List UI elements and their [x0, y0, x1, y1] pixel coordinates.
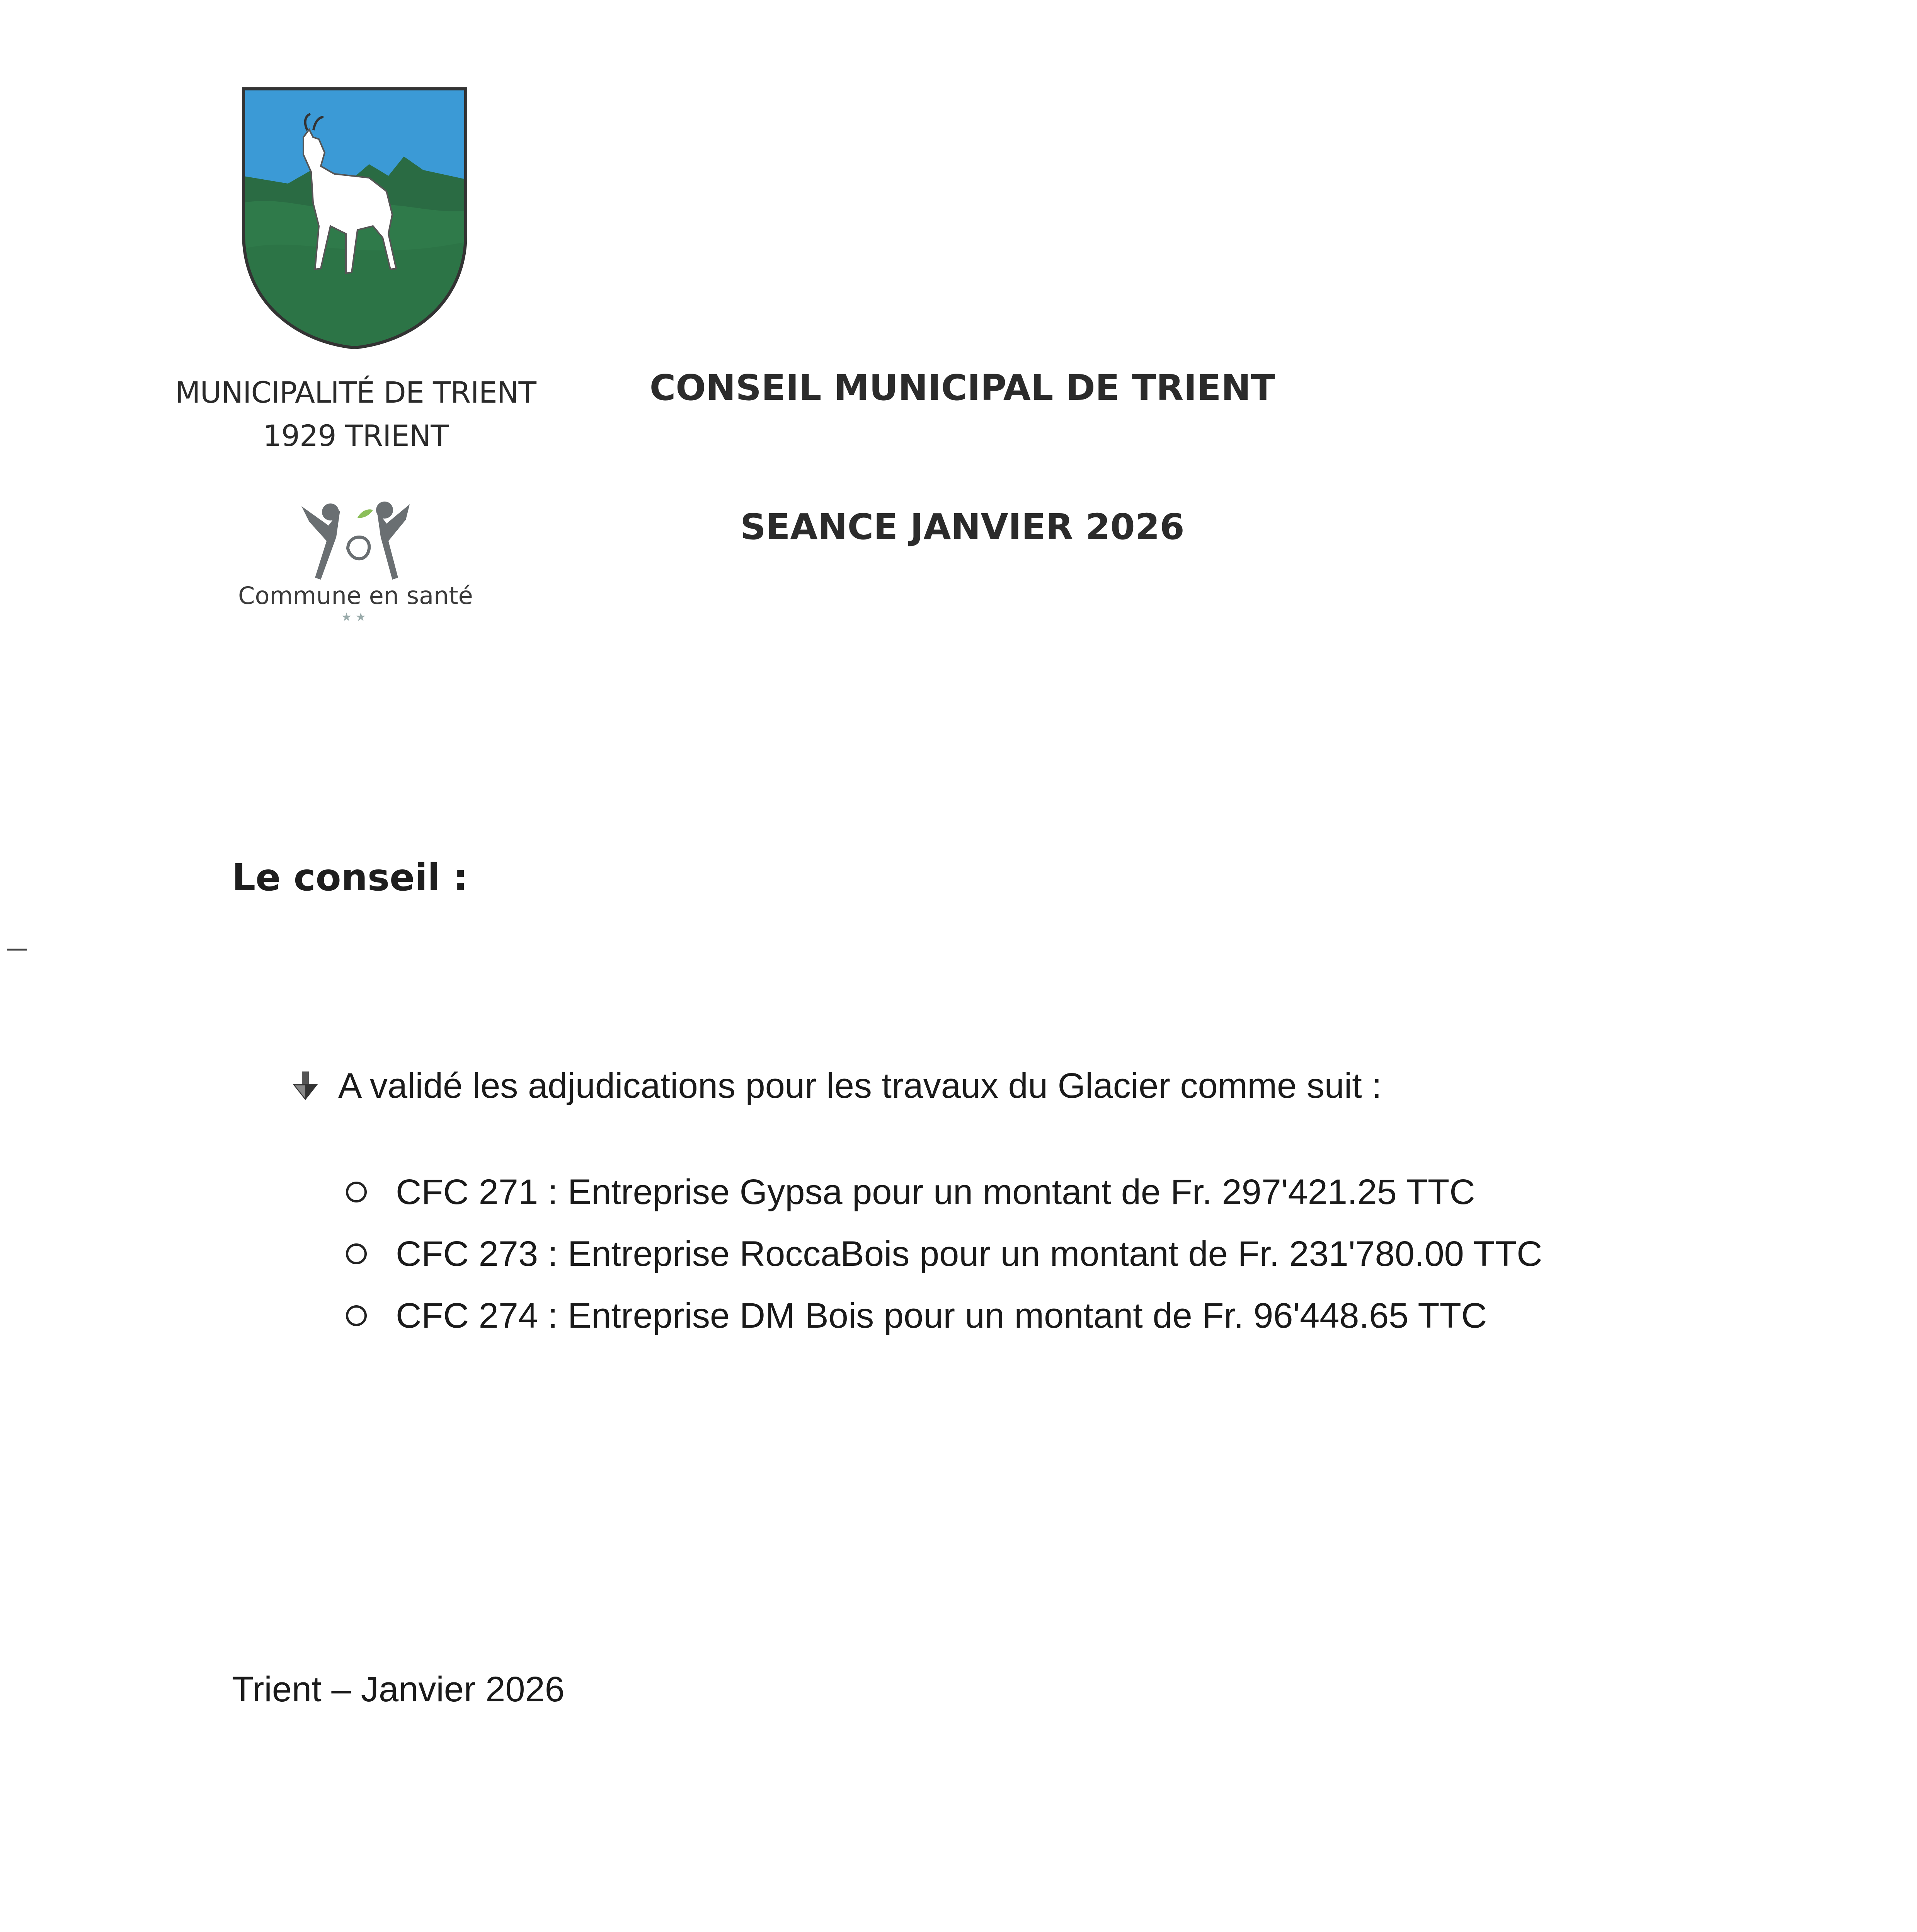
list-item — [346, 1161, 1542, 1223]
municipality-line-2: 1929 TRIENT — [263, 418, 448, 453]
page-title: CONSEIL MUNICIPAL DE TRIENT — [649, 367, 1275, 408]
circle-bullet-icon — [346, 1182, 367, 1202]
session-title: SEANCE JANVIER 2026 — [740, 506, 1185, 548]
commune-en-sante-logo — [294, 495, 417, 583]
main-item-text: A validé les adjudications pour les travaux du Glacier comme suit : — [338, 1066, 1382, 1105]
adjudication-list — [346, 1161, 1542, 1347]
circle-bullet-icon — [346, 1243, 367, 1264]
coat-of-arms-logo — [242, 87, 468, 350]
health-label: Commune en santé — [238, 582, 473, 610]
section-heading: Le conseil : — [232, 856, 468, 899]
list-item-text: CFC 274 : Entreprise DM Bois pour un montant de Fr. 96'448.65 TTC — [396, 1296, 1487, 1335]
scan-edge-mark — [7, 949, 27, 951]
list-item — [346, 1285, 1542, 1347]
dateline: Trient – Janvier 2026 — [232, 1670, 565, 1709]
municipality-line-1: MUNICIPALITÉ DE TRIENT — [175, 375, 536, 410]
list-item-text: CFC 271 : Entreprise Gypsa pour un montant de Fr. 297'421.25 TTC — [396, 1172, 1475, 1212]
municipality-name — [147, 371, 564, 457]
list-item-text: CFC 273 : Entreprise RoccaBois pour un montant de Fr. 231'780.00 TTC — [396, 1234, 1542, 1274]
list-item — [346, 1223, 1542, 1285]
circle-bullet-icon — [346, 1305, 367, 1326]
main-bullet — [288, 1061, 1382, 1111]
arrow-down-icon — [288, 1068, 323, 1103]
health-stars: ★★ — [341, 611, 370, 624]
